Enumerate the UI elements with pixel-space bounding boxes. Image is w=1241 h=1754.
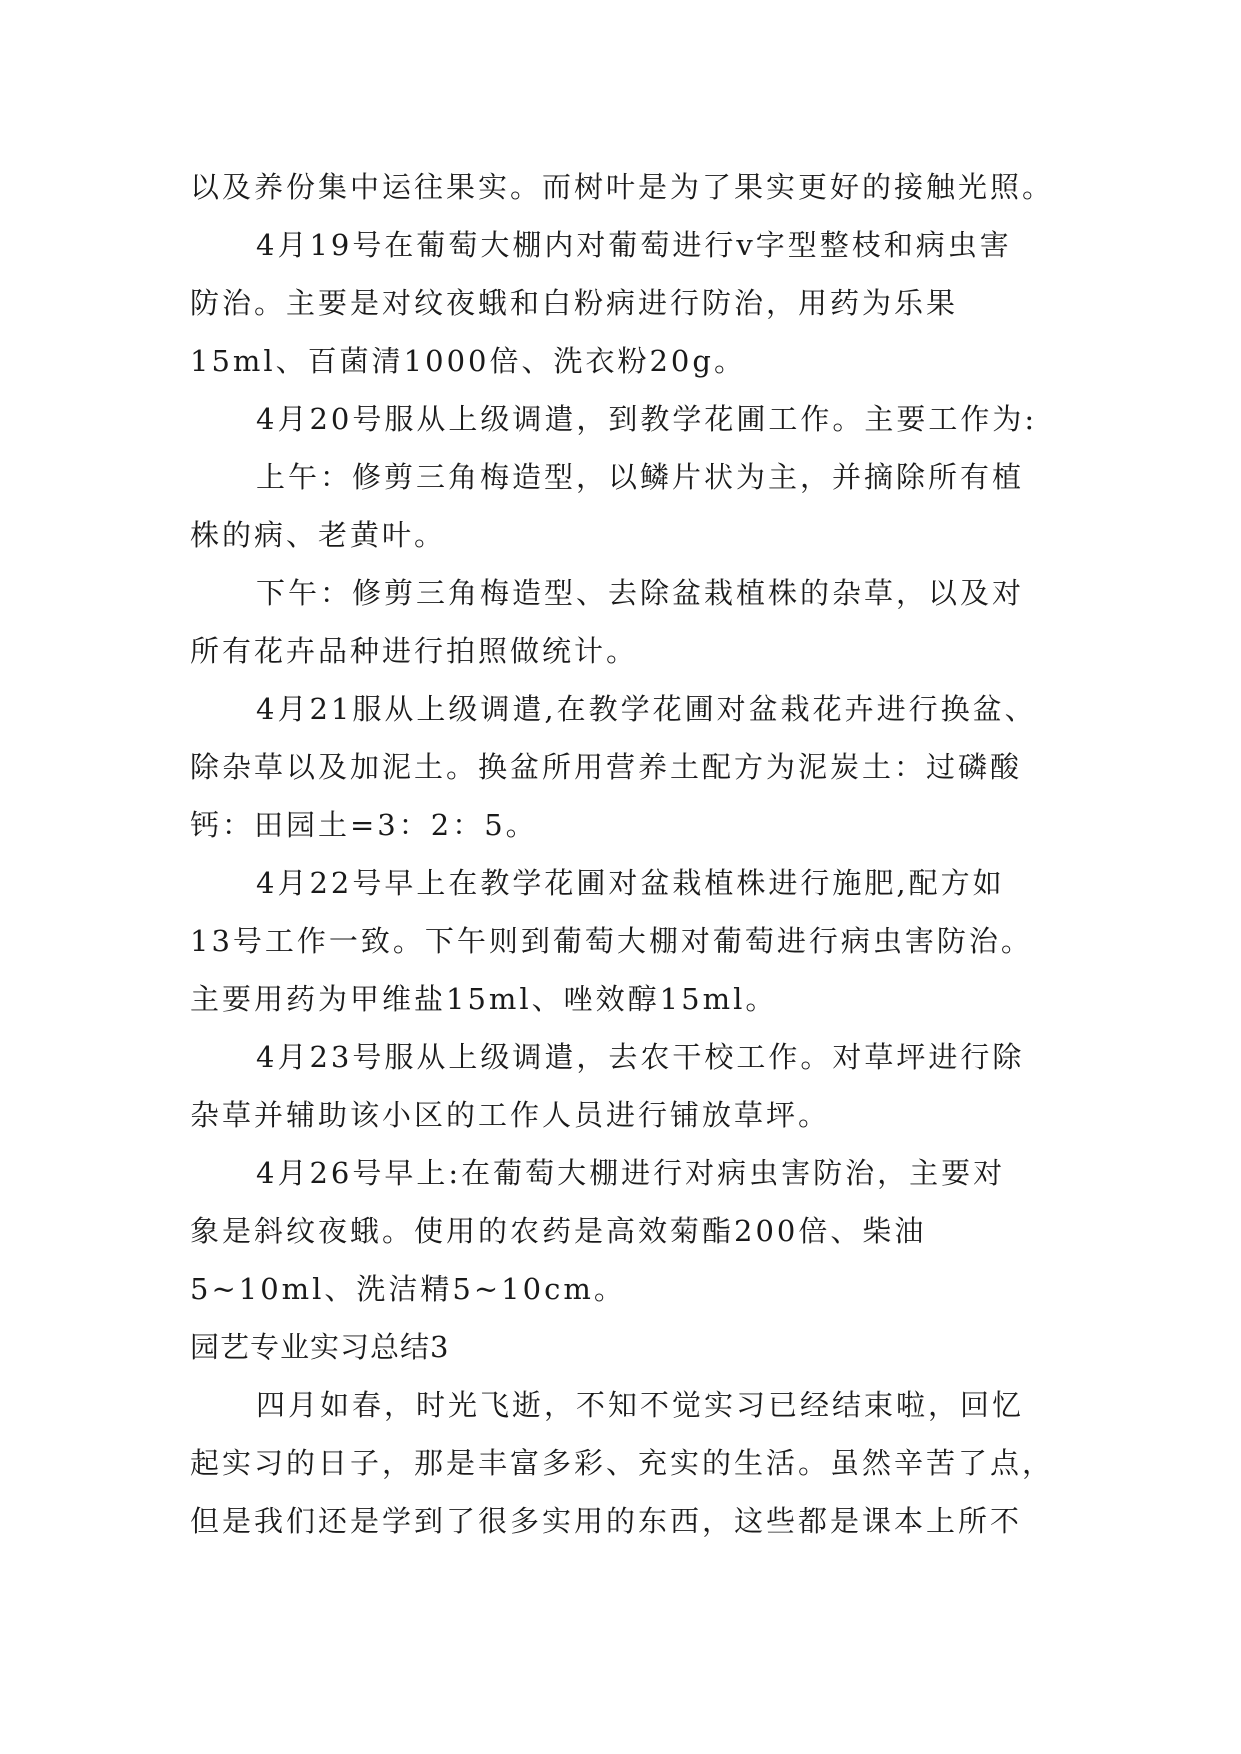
document-body xyxy=(190,158,1070,1550)
paragraph-line: 除杂草以及加泥土。换盆所用营养土配方为泥炭土：过磷酸 xyxy=(190,750,1023,784)
paragraph-line: 下午：修剪三角梅造型、去除盆栽植株的杂草，以及对 xyxy=(256,576,1025,610)
paragraph-line: 4月23号服从上级调遣，去农干校工作。对草坪进行除 xyxy=(256,1040,1025,1074)
paragraph-line: 15ml、百菌清1000倍、洗衣粉20g。 xyxy=(190,344,746,378)
paragraph-line: 起实习的日子，那是丰富多彩、充实的生活。虽然辛苦了点， xyxy=(190,1446,1055,1480)
paragraph-line: 上午：修剪三角梅造型，以鳞片状为主，并摘除所有植 xyxy=(256,460,1025,494)
paragraph-line: 但是我们还是学到了很多实用的东西，这些都是课本上所不 xyxy=(190,1504,1023,1538)
paragraph-line: 4月26号早上:在葡萄大棚进行对病虫害防治，主要对 xyxy=(256,1156,1006,1190)
paragraph-line: 以及养份集中运往果实。而树叶是为了果实更好的接触光照。 xyxy=(190,170,1055,204)
paragraph-line: 4月21服从上级调遣,在教学花圃对盆栽花卉进行换盆、 xyxy=(256,692,1037,726)
paragraph-line: 钙：田园土=3：2：5。 xyxy=(190,808,538,842)
paragraph-line: 13号工作一致。下午则到葡萄大棚对葡萄进行病虫害防治。 xyxy=(190,924,1033,958)
paragraph-line: 象是斜纹夜蛾。使用的农药是高效菊酯200倍、柴油 xyxy=(190,1214,927,1248)
paragraph-line: 4月20号服从上级调遣，到教学花圃工作。主要工作为: xyxy=(256,402,1038,436)
paragraph-line: 防治。主要是对纹夜蛾和白粉病进行防治，用药为乐果 xyxy=(190,286,959,320)
paragraph-line: 杂草并辅助该小区的工作人员进行铺放草坪。 xyxy=(190,1098,831,1132)
paragraph-line: 株的病、老黄叶。 xyxy=(190,518,447,552)
paragraph-line: 所有花卉品种进行拍照做统计。 xyxy=(190,634,639,668)
paragraph-line: 四月如春，时光飞逝，不知不觉实习已经结束啦，回忆 xyxy=(256,1388,1025,1422)
paragraph-line: 主要用药为甲维盐15ml、唑效醇15ml。 xyxy=(190,982,778,1016)
paragraph-line: 4月22号早上在教学花圃对盆栽植株进行施肥,配方如 xyxy=(256,866,1005,900)
section-heading: 园艺专业实习总结3 xyxy=(190,1330,450,1364)
paragraph-line: 4月19号在葡萄大棚内对葡萄进行v字型整枝和病虫害 xyxy=(256,228,1012,262)
paragraph-line: 5~10ml、洗洁精5~10cm。 xyxy=(190,1272,626,1306)
